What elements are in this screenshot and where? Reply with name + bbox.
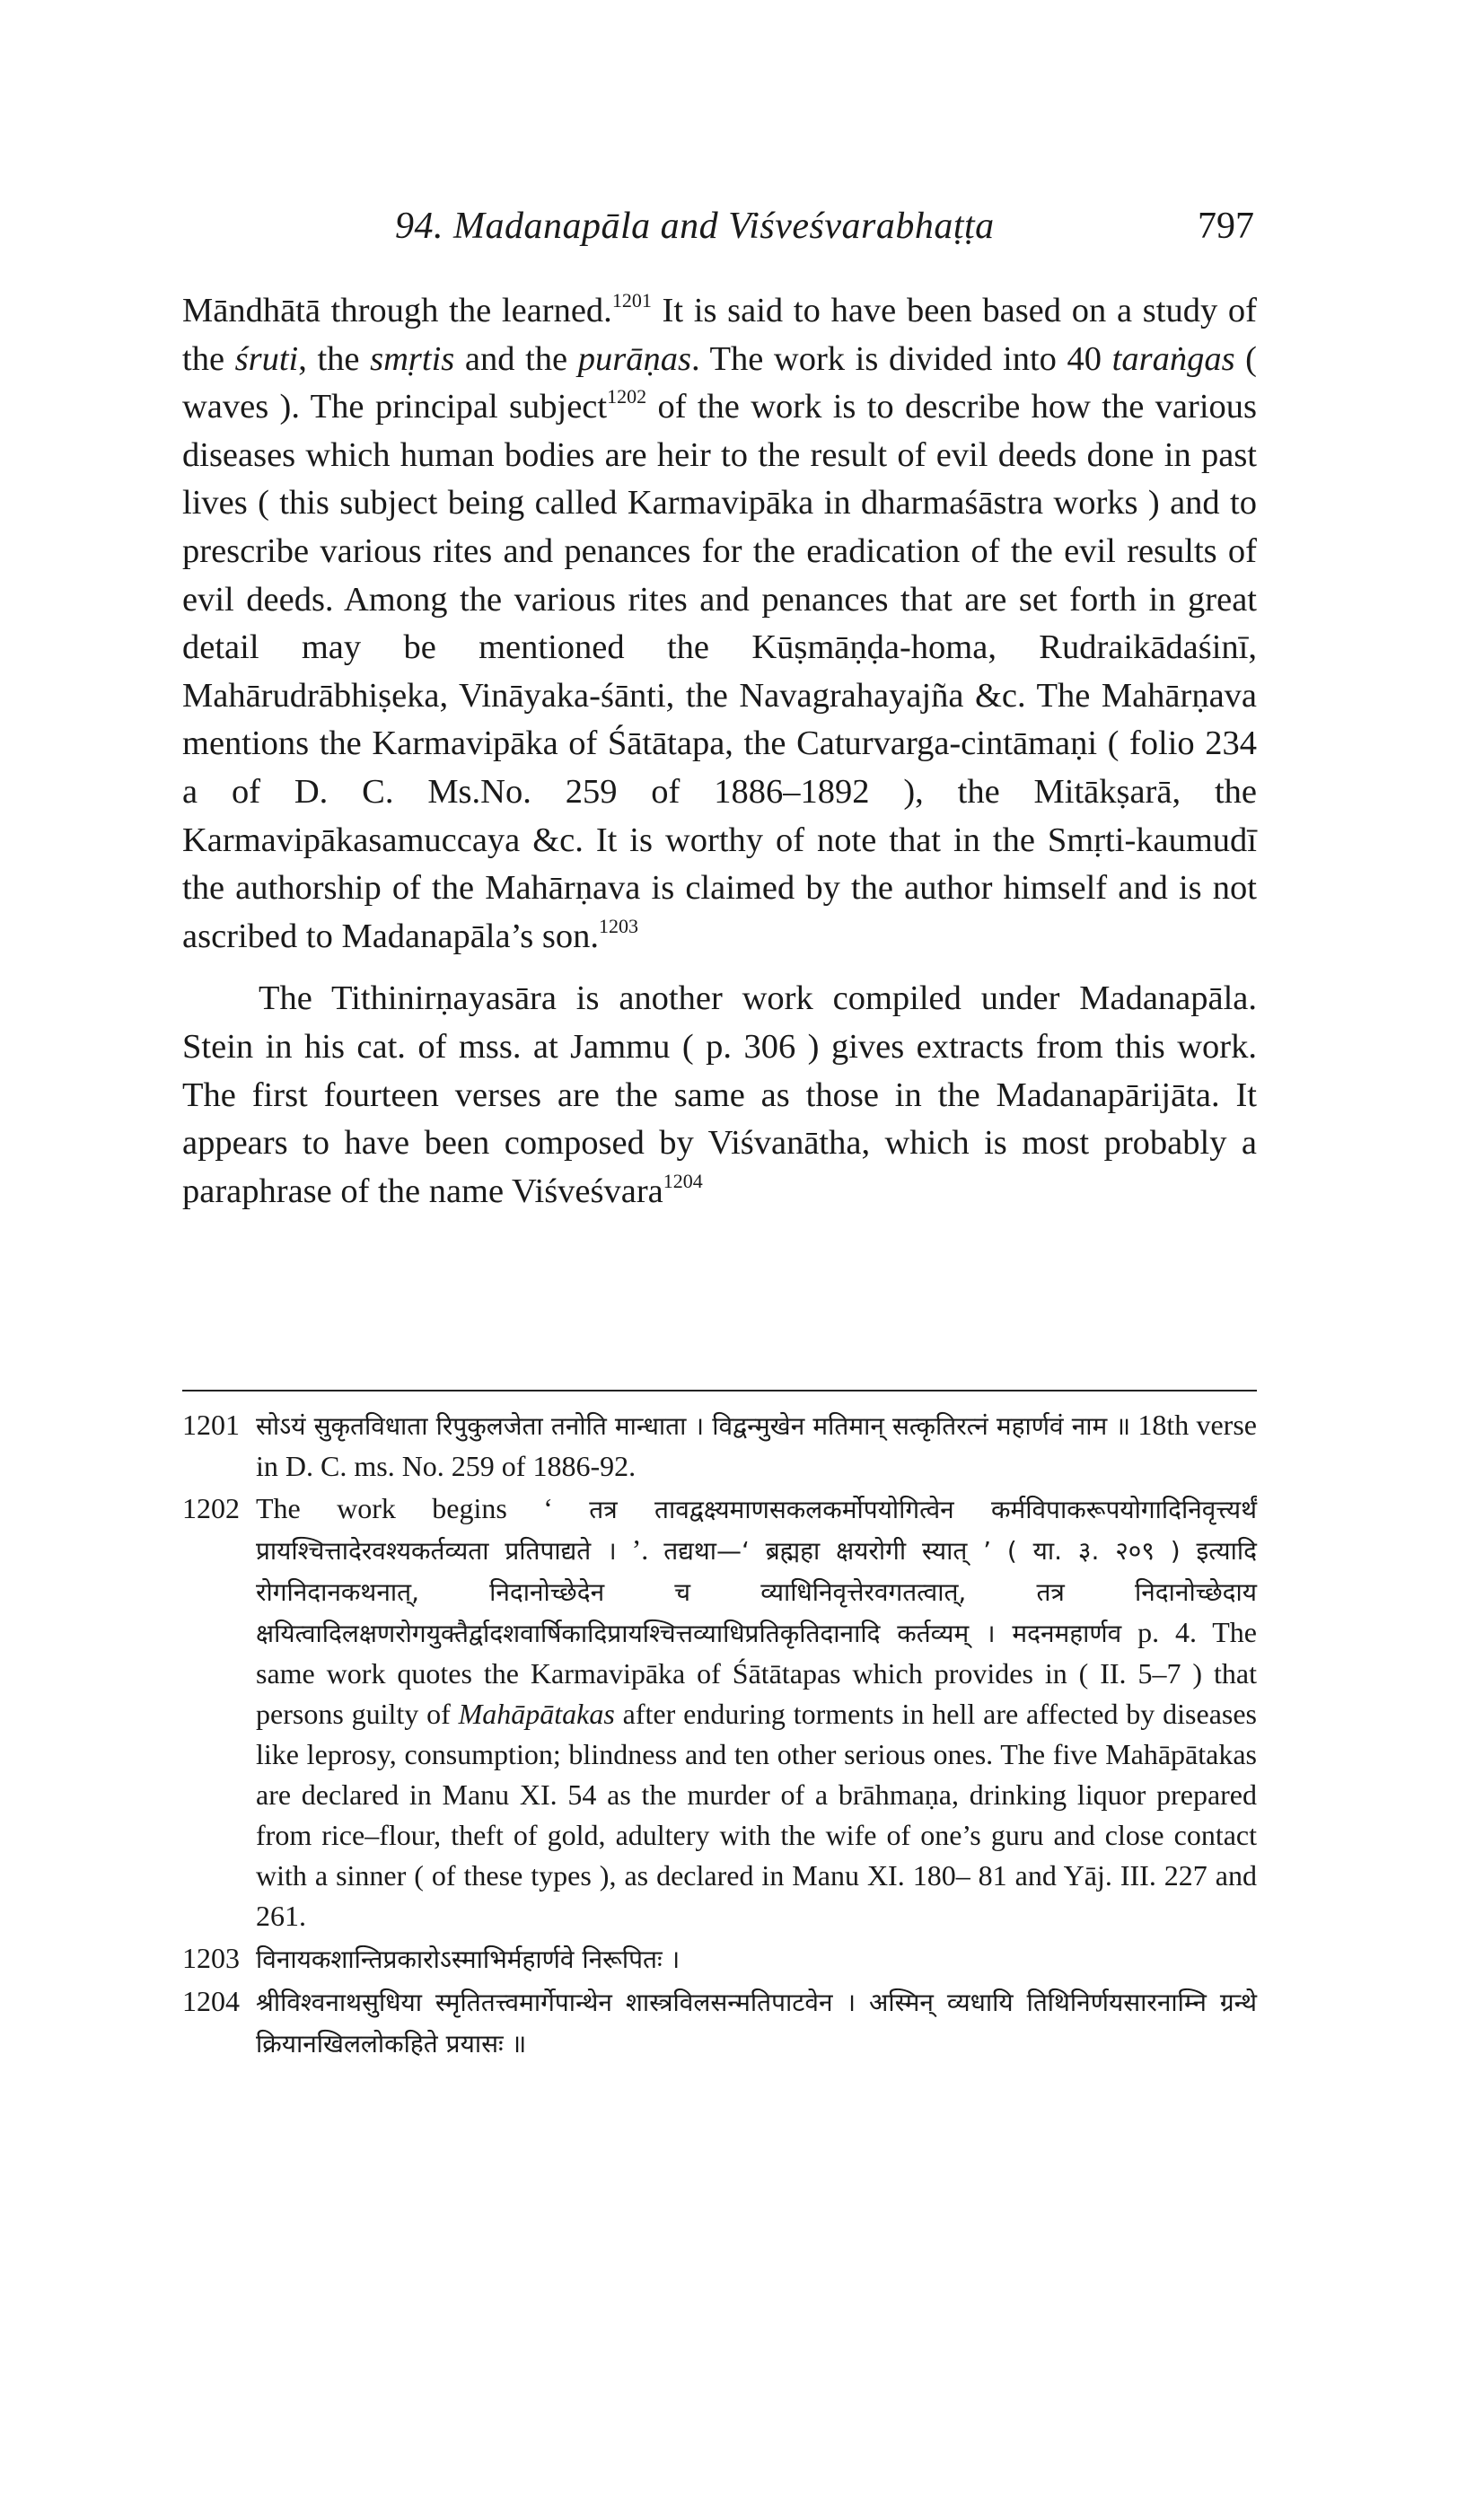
text-run: Māndhātā through the learned. — [182, 292, 612, 329]
footnote-text — [256, 1938, 1257, 1980]
text-run: 18th verse in D. C. ms. No. 259 of 1886-92. — [256, 1409, 1257, 1482]
text-run: and the — [454, 339, 578, 378]
text-run: ( waves ). The principal subject — [182, 339, 1257, 426]
footnote-text — [256, 1405, 1257, 1487]
text-run: The work begins ‘ — [256, 1492, 590, 1524]
text-run: of the work is to describe how the various diseases which human bodies are heir to the result of evil deeds done in past lives ( this subject being called Karmavipāka in dharmaśāstra works ) and to prescribe various rites and penances for the eradication of the evil results of evil deeds. Among the various rites and penances that are set forth in great detail may be mentioned the Kūṣmāṇḍa-homa, Rudraikādaśinī, Mahārudrābhiṣeka, Vināyaka-śānti, the Navagrahayajña &c. The Mahārṇava mentions the Karmavipāka of Śātātapa, the Caturvarga-cintāmaṇi ( folio 234 a of D. C. Ms.No. 259 of 1886–1892 ), the Mitākṣarā, the Karmavipākasamuccaya &c. It is worthy of note that in the Smṛti-kaumudī the authorship of the Mahārṇava is claimed by the author himself and is not ascribed to Madanapāla’s son. — [182, 388, 1257, 955]
text-run: p. 4. The same work quotes the Karmavipāka of Śātātapas which provides in ( II. 5–7 ) that persons guilty of — [256, 1616, 1258, 1730]
footnote-ref: 1203 — [599, 914, 638, 937]
running-title: 94. Madanapāla and Viśveśvarabhaṭṭa — [395, 206, 995, 247]
footnote-text — [256, 1488, 1257, 1936]
footnote — [182, 1405, 1257, 1487]
text-run: , the — [298, 339, 371, 378]
footnote-number: 1202 — [182, 1492, 240, 1524]
footnote-number: 1204 — [182, 1985, 240, 2017]
devanagari-text: श्रीविश्वनाथसुधिया स्मृतितत्त्वमार्गेपान्थेन शास्त्रविलसन्मतिपाटवेन । अस्मिन् व्यधायि तिथिनिर्णयसारनाम्नि ग्रन्थे क्रियानखिललोकहिते प्रयासः ॥ — [256, 1988, 1257, 2059]
italic-term: taraṅgas — [1111, 339, 1235, 378]
devanagari-text: विनायकशान्तिप्रकारोऽस्माभिर्महार्णवे निरूपितः । — [256, 1945, 681, 1974]
devanagari-text: तत्र तावद्वक्ष्यमाणसकलकर्मोपयोगित्वेन कर्मविपाकरूपयोगादिनिवृत्त्यर्थं प्रायश्चित्तादेरवश्यकर्तव्यता प्रतिपाद्यते । — [256, 1495, 1257, 1566]
text-run: It is said to have been based on a study of the — [182, 292, 1257, 378]
italic-term: purāṇas — [577, 339, 691, 378]
footnote-text — [256, 1981, 1257, 2064]
footnotes — [182, 1405, 1257, 2066]
devanagari-text: सोऽयं सुकृतविधाता रिपुकुलजेता तनोति मान्धाता । विद्वन्मुखेन मतिमान् सत्कृतिरत्नं महार्णवं नाम ॥ — [256, 1411, 1131, 1441]
footnote — [182, 1981, 1257, 2064]
footnote-ref: 1204 — [663, 1169, 703, 1192]
italic-term: śruti — [234, 339, 299, 378]
footnote-rule — [182, 1390, 1257, 1391]
paragraph — [182, 287, 1257, 961]
footnote-ref: 1201 — [611, 289, 652, 312]
italic-term: smṛtis — [370, 339, 455, 378]
devanagari-text: तद्यथा—‘ ब्रह्महा क्षयरोगी स्यात् ’ ( या. ३. २०९ ) इत्यादि रोगनिदानकथनात्, निदानोच्छेदेन च व्याधिनिवृत्तेरवगतत्वात्, तत्र निदानोच्छेदाय क्षयित्वादिलक्षणरोगयुक्तैर्द्वादशवार्षिकादिप्रायश्चित्तव्याधिप्रतिकृतिदानादि कर्तव्यम् । मदनमहार्णव — [256, 1536, 1258, 1648]
footnote — [182, 1938, 1257, 1980]
footnote-number: 1201 — [182, 1409, 240, 1441]
italic-term: Mahāpātakas — [458, 1698, 615, 1730]
text-run: The Tithinirṇayasāra is another work compiled under Madanapāla. Stein in his cat. of mss. at Jammu ( p. 306 ) gives extracts from this work. The first fourteen verses are the same as those in the Madanapārijāta. It appears to have been composed by Viśvanātha, which is most probably a paraphrase of the name Viśveśvara — [182, 979, 1257, 1210]
running-header — [0, 205, 1484, 259]
text-run: after enduring torments in hell are affected by diseases like leprosy, consumption; blindness and ten other serious ones. The five Mahāpātakas are declared in Manu XI. 54 as the murder of a brāhmaṇa, drinking liquor prepared from rice–flour, theft of gold, adultery with the wife of one’s guru and close contact with a sinner ( of these types ), as declared in Manu XI. 180– 81 and Yāj. III. 227 and 261. — [256, 1698, 1257, 1932]
footnote-number: 1203 — [182, 1942, 240, 1974]
main-text — [182, 287, 1257, 1216]
footnote — [182, 1488, 1257, 1936]
paragraph — [182, 975, 1257, 1216]
footnote-ref: 1202 — [607, 385, 647, 408]
text-run: . The work is divided into 40 — [690, 339, 1112, 378]
page-number: 797 — [1198, 206, 1254, 247]
text-run: ’. — [616, 1533, 664, 1566]
